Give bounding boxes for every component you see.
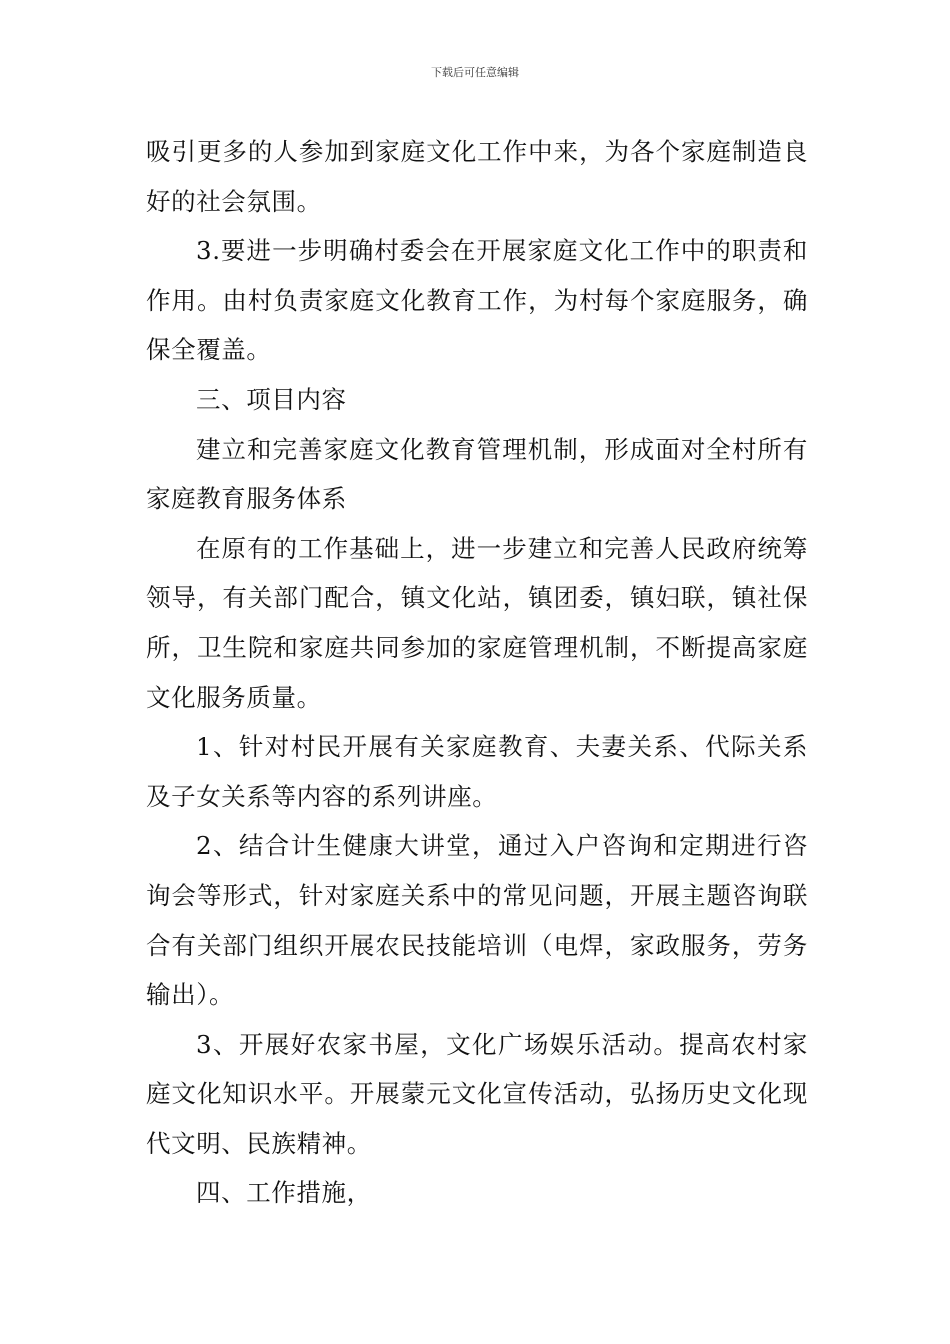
list-item-3-bookhouse: 3、开展好农家书屋，文化广场娱乐活动。提高农村家庭文化知识水平。开展蒙元文化宣传活动，弘扬历史文化现代文明、民族精神。 — [146, 1029, 808, 1158]
list-item-2-consultation: 2、结合计生健康大讲堂，通过入户咨询和定期进行咨询会等形式，针对家庭关系中的常见问题，开展主题咨询联合有关部门组织开展农民技能培训（电焊，家政服务，劳务输出）。 — [146, 831, 808, 1010]
section-heading-project-content: 三、项目内容 — [196, 384, 347, 414]
section-heading-work-measures: 四、工作措施， — [196, 1178, 372, 1208]
paragraph-item-3-village-committee: 3.要进一步明确村委会在开展家庭文化工作中的职责和作用。由村负责家庭文化教育工作，为村每个家庭服务，确保全覆盖。 — [146, 236, 808, 365]
document-body — [146, 127, 808, 1218]
paragraph-existing-work-basis: 在原有的工作基础上，进一步建立和完善人民政府统筹领导，有关部门配合，镇文化站，镇团委，镇妇联，镇社保所，卫生院和家庭共同参加的家庭管理机制，不断提高家庭文化服务质量。 — [146, 533, 808, 712]
list-item-1-lectures: 1、针对村民开展有关家庭教育、夫妻关系、代际关系及子女关系等内容的系列讲座。 — [146, 732, 808, 811]
paragraph-continuation: 吸引更多的人参加到家庭文化工作中来，为各个家庭制造良好的社会氛围。 — [146, 137, 808, 216]
page-header-note: 下载后可任意编辑 — [431, 66, 519, 79]
paragraph-management-mechanism: 建立和完善家庭文化教育管理机制，形成面对全村所有家庭教育服务体系 — [146, 434, 808, 514]
